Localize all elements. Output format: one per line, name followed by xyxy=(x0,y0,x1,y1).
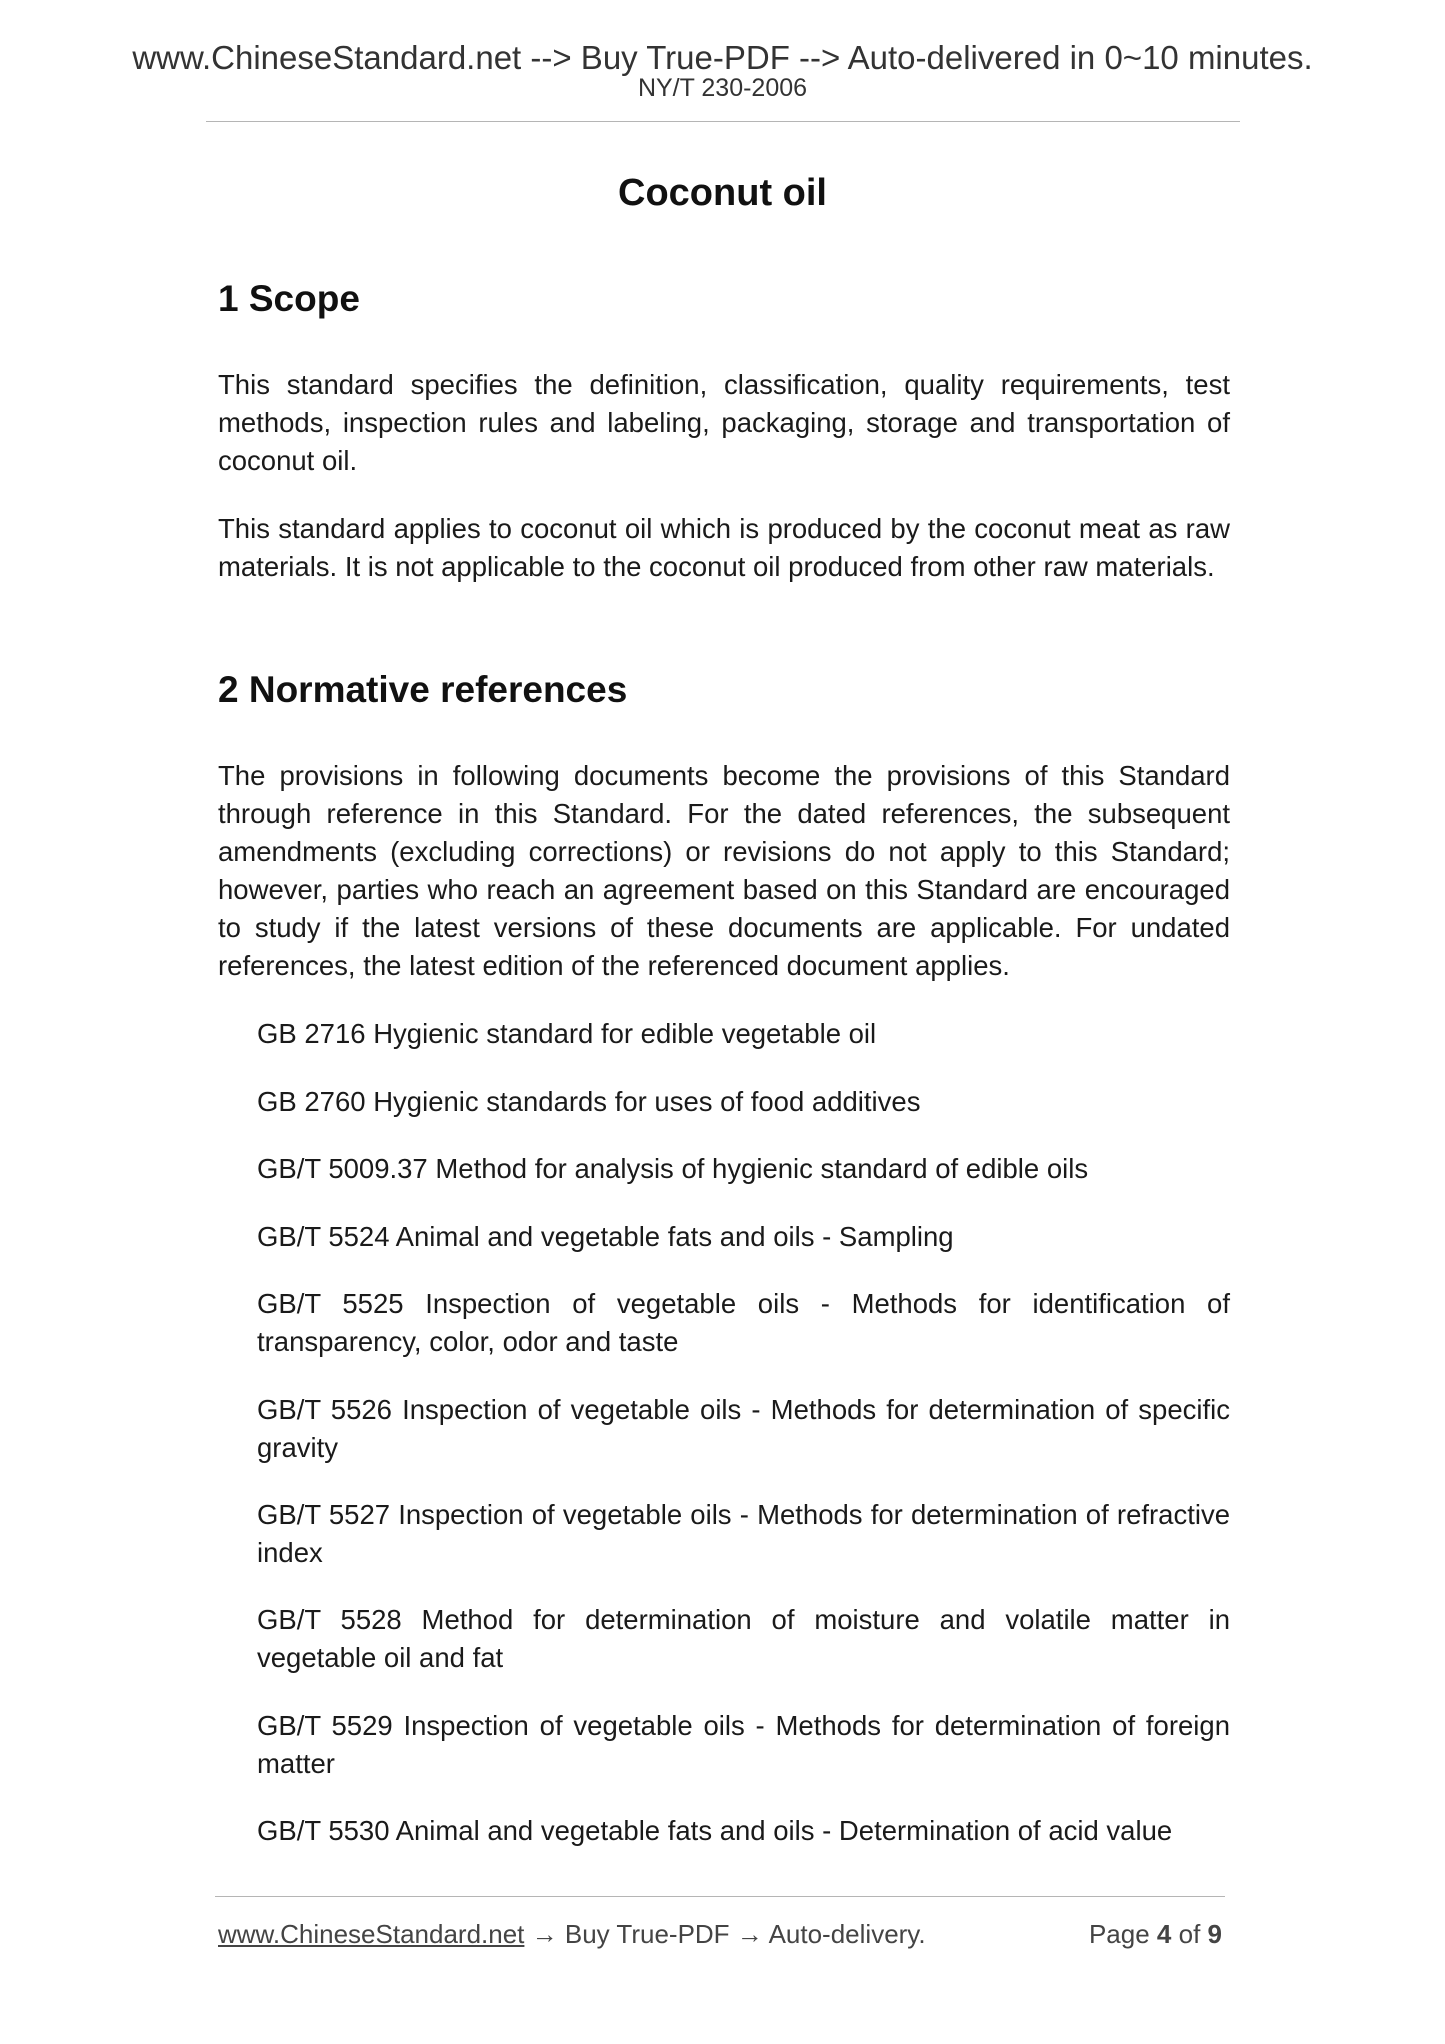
footer-promo xyxy=(218,1918,926,1950)
reference-item: GB/T 5527 Inspection of vegetable oils - Methods for determination of refractive index xyxy=(257,1499,1230,1568)
standard-code: NY/T 230-2006 xyxy=(637,74,808,102)
reference-item: GB/T 5525 Inspection of vegetable oils - Methods for identification of transparency, color, odor and taste xyxy=(257,1288,1230,1357)
footer-website-link[interactable]: www.ChineseStandard.net xyxy=(218,1919,525,1949)
reference-item: GB/T 5009.37 Method for analysis of hygienic standard of edible oils xyxy=(257,1153,1089,1184)
scope-paragraph-2: This standard applies to coconut oil which is produced by the coconut meat as raw materials. It is not applicable to the coconut oil produced from other raw materials. xyxy=(218,513,1230,582)
page-indicator xyxy=(1089,1918,1222,1950)
reference-item: GB/T 5528 Method for determination of moisture and volatile matter in vegetable oil and fat xyxy=(257,1604,1230,1673)
section-heading-normative-references: 2 Normative references xyxy=(218,669,628,710)
page-of-label: of xyxy=(1178,1919,1201,1949)
document-title: Coconut oil xyxy=(618,172,827,214)
reference-item: GB 2760 Hygienic standards for uses of food additives xyxy=(257,1086,921,1117)
top-banner: www.ChineseStandard.net --> Buy True-PDF --> Auto-delivered in 0~10 minutes. xyxy=(132,39,1313,76)
footer-divider xyxy=(215,1896,1225,1897)
scope-paragraph-1: This standard specifies the definition, classification, quality requirements, test methods, inspection rules and labeling, packaging, storage and transportation of coconut oil. xyxy=(218,369,1230,476)
reference-item: GB 2716 Hygienic standard for edible vegetable oil xyxy=(257,1018,877,1049)
reference-item: GB/T 5529 Inspection of vegetable oils - Methods for determination of foreign matter xyxy=(257,1710,1230,1779)
reference-item: GB/T 5526 Inspection of vegetable oils - Methods for determination of specific gravity xyxy=(257,1394,1230,1463)
page-current: 4 xyxy=(1156,1919,1172,1949)
page-label: Page xyxy=(1088,1919,1150,1949)
reference-item: GB/T 5524 Animal and vegetable fats and oils - Sampling xyxy=(257,1221,954,1252)
reference-item: GB/T 5530 Animal and vegetable fats and oils - Determination of acid value xyxy=(257,1815,1173,1846)
header-divider xyxy=(206,121,1240,122)
normative-references-paragraph: The provisions in following documents become the provisions of this Standard through reference in this Standard. For the dated references, the subsequent amendments (excluding corrections) or revisions do not apply to this Standard; however, parties who reach an agreement based on this Standard are encouraged to study if the latest versions of these documents are applicable. For undated references, the latest edition of the referenced document applies. xyxy=(218,760,1230,981)
section-heading-scope: 1 Scope xyxy=(218,278,360,319)
footer-tagline: → Buy True-PDF → Auto-delivery. xyxy=(524,1919,926,1949)
page-total: 9 xyxy=(1207,1919,1222,1949)
